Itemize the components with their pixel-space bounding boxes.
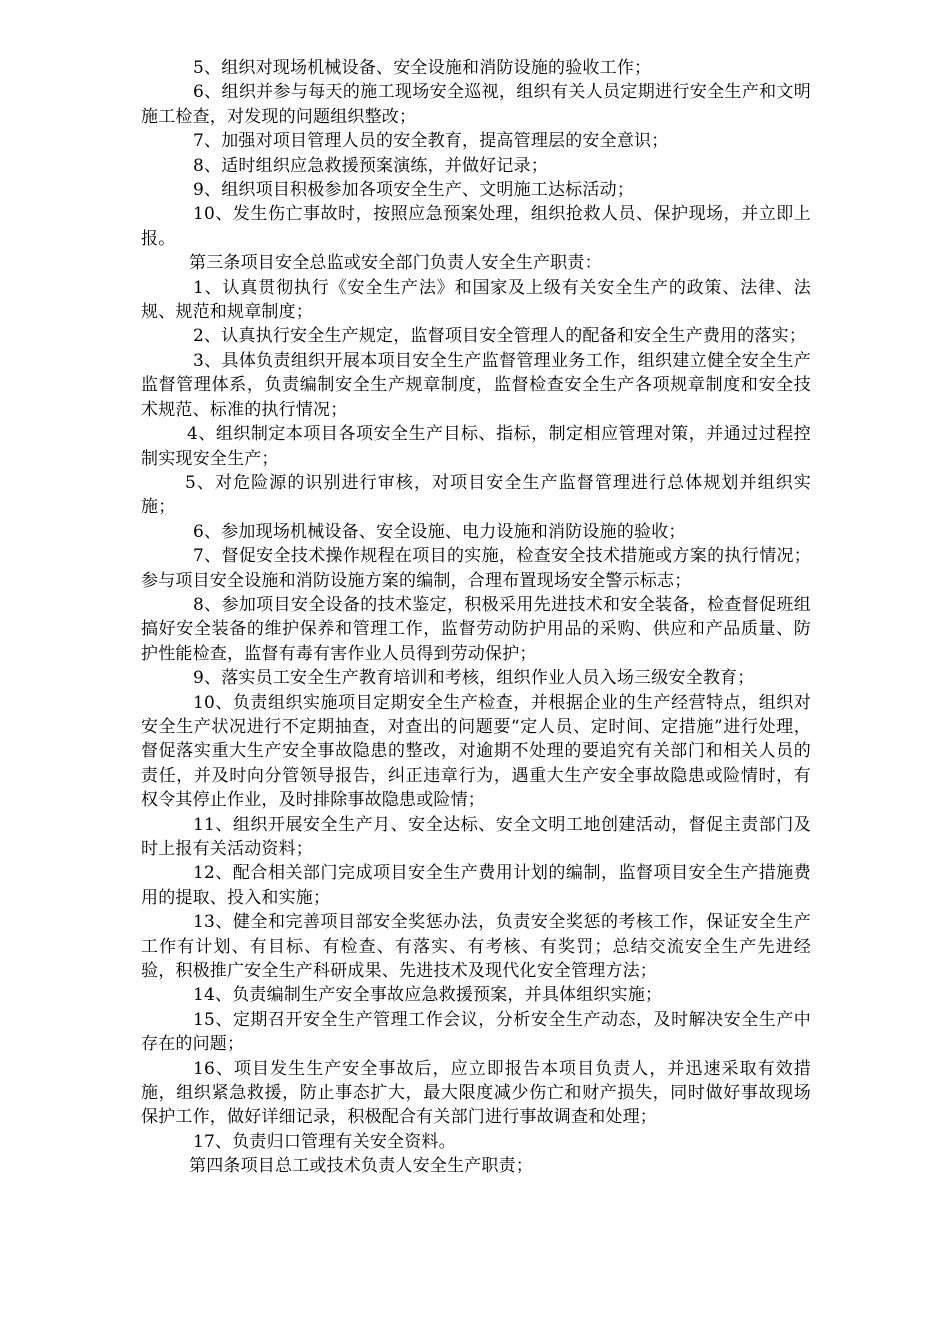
paragraph-item-10: 10、发生伤亡事故时，按照应急预案处理，组织抢救人员、保护现场，并立即上报。 (141, 204, 811, 249)
duty-item-2: 2、认真执行安全生产规定，监督项目安全管理人的配备和安全生产费用的落实； (193, 326, 807, 347)
paragraph-item-8: 8、适时组织应急救援预案演练，并做好记录； (193, 155, 549, 176)
duty-item-7: 7、督促安全技术操作规程在项目的实施，检查安全技术措施或方案的执行情况；参与项目安全设施和消防设施方案的编制，合理布置现场安全警示标志； (141, 546, 811, 591)
duty-item-8: 8、参加项目安全设备的技术鉴定，积极采用先进技术和安全装备，检查督促班组搞好安全装备的维护保养和管理工作，监督劳动防护用品的采购、供应和产品质量、防护性能检查，监督有毒有害作业人员得到劳动保护； (141, 594, 811, 664)
duty-item-11: 11、组织开展安全生产月、安全达标、安全文明工地创建活动，督促主责部门及时上报有关活动资料； (141, 814, 811, 859)
duty-item-9: 9、落实员工安全生产教育培训和考核，组织作业人员入场三级安全教育； (193, 668, 755, 689)
paragraph-item-6: 6、组织并参与每天的施工现场安全巡视，组织有关人员定期进行安全生产和文明施工检查，对发现的问题组织整改； (141, 82, 811, 127)
duty-item-1: 1、认真贯彻执行《安全生产法》和国家及上级有关安全生产的政策、法律、法规、规范和规章制度； (141, 277, 811, 323)
duty-item-4: 4、组织制定本项目各项安全生产目标、指标，制定相应管理对策，并通过过程控制实现安全生产； (141, 424, 811, 469)
paragraph-item-9: 9、组织项目积极参加各项安全生产、文明施工达标活动； (193, 180, 635, 201)
paragraph-item-7: 7、加强对项目管理人员的安全教育，提高管理层的安全意识； (193, 131, 669, 152)
duty-item-3: 3、具体负责组织开展本项目安全生产监督管理业务工作，组织建立健全安全生产监督管理体系，负责编制安全生产规章制度，监督检查安全生产各项规章制度和安全技术规范、标准的执行情况； (141, 350, 811, 420)
duty-item-15: 15、定期召开安全生产管理工作会议，分析安全生产动态，及时解决安全生产中存在的问题； (141, 1009, 811, 1055)
section-heading-article-4: 第四条项目总工或技术负责人安全生产职责； (189, 1156, 533, 1177)
duty-item-13: 13、健全和完善项目部安全奖惩办法，负责安全奖惩的考核工作，保证安全生产工作有计划、有目标、有检查、有落实、有考核、有奖罚；总结交流安全生产先进经验，积极推广安全生产科研成果、先进技术及现代化安全管理方法； (141, 912, 811, 982)
duty-item-10: 10、负责组织实施项目定期安全生产检查，并根据企业的生产经营特点，组织对安全生产状况进行不定期抽查，对查出的问题要“定人员、定时间、定措施”进行处理，督促落实重大生产安全事故隐患的整改，对逾期不处理的要追究有关部门和相关人员的责任，并及时向分管领导报告，纠正违章行为，遇重大生产安全事故隐患或险情时，有权令其停止作业，及时排除事故隐患或险情； (141, 692, 811, 811)
section-heading-article-3: 第三条项目安全总监或安全部门负责人安全生产职责： (189, 253, 602, 274)
duty-item-5: 5、对危险源的识别进行审核，对项目安全生产监督管理进行总体规划并组织实施； (141, 472, 811, 518)
duty-item-12: 12、配合相关部门完成项目安全生产费用计划的编制，监督项目安全生产措施费用的提取、投入和实施； (141, 863, 811, 908)
duty-item-6: 6、参加现场机械设备、安全设施、电力设施和消防设施的验收； (193, 521, 686, 542)
duty-item-14: 14、负责编制生产安全事故应急救援预案，并具体组织实施； (193, 985, 663, 1006)
document-body (0, 56, 950, 1179)
duty-item-17: 17、负责归口管理有关安全资料。 (193, 1131, 456, 1152)
duty-item-16: 16、项目发生生产安全事故后，应立即报告本项目负责人，并迅速采取有效措施，组织紧急救援，防止事态扩大，最大限度减少伤亡和财产损失，同时做好事故现场保护工作，做好详细记录，积极配合有关部门进行事故调查和处理； (141, 1058, 811, 1128)
paragraph-item-5: 5、组织对现场机械设备、安全设施和消防设施的验收工作； (193, 58, 652, 78)
